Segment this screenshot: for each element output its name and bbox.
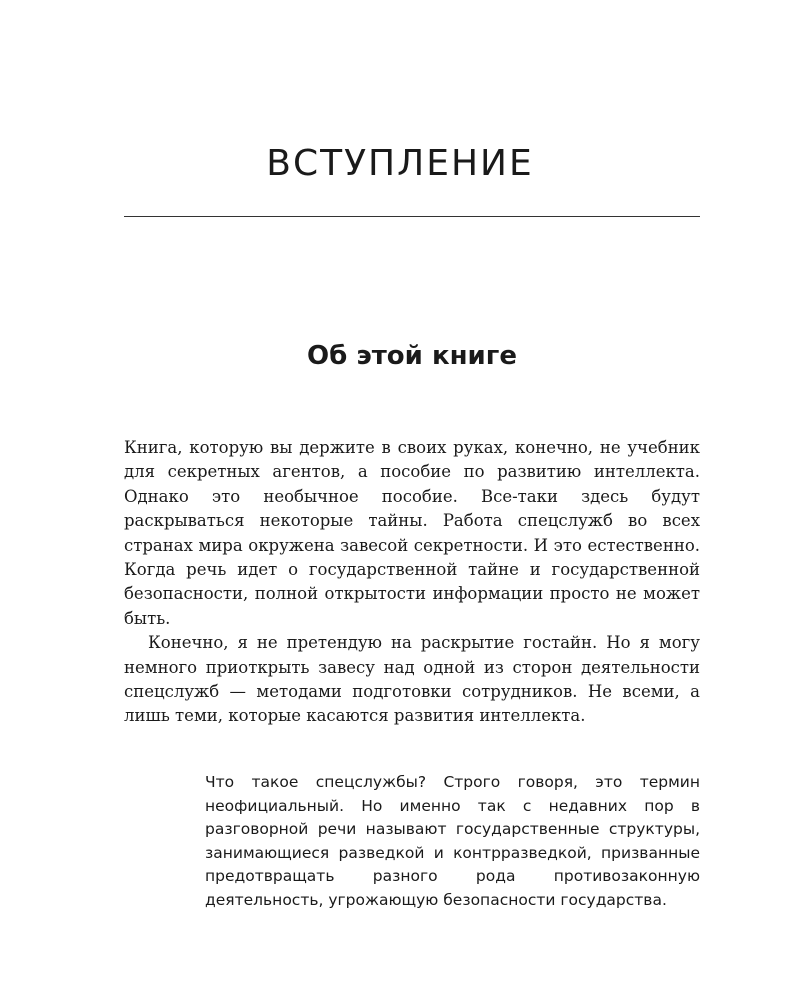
title-divider [124, 216, 700, 217]
sidebar-note: Что такое спецслужбы? Строго говоря, это термин неофициальный. Но именно так с недавних пор в разговорной речи называют государственные структуры, занимающиеся разведкой и контрразведкой, призванные предотвращать разного рода противозаконную деятельность, угрожающую безопасности государства. [205, 773, 700, 909]
paragraph-1: Книга, которую вы держите в своих руках, конечно, не учебник для секретных агентов, а пособие по развитию интеллекта. Однако это необычное пособие. Все-таки здесь будут раскрываться некоторые тайны. Работа спецслужб во всех странах мира окружена завесой секретности. И это естественно. Когда речь идет о государственной тайне и государственной безопасности, полной открытости информации просто не может быть. [124, 438, 700, 628]
chapter-title: ВСТУПЛЕНИЕ [266, 143, 534, 184]
body-text [124, 436, 700, 729]
section-title: Об этой книге [307, 341, 517, 371]
paragraph-2: Конечно, я не претендую на раскрытие гостайн. Но я могу немного приоткрыть завесу над одной из сторон деятельности спецслужб — методами подготовки сотрудников. Не всеми, а лишь теми, которые касаются развития интеллекта. [124, 633, 700, 726]
